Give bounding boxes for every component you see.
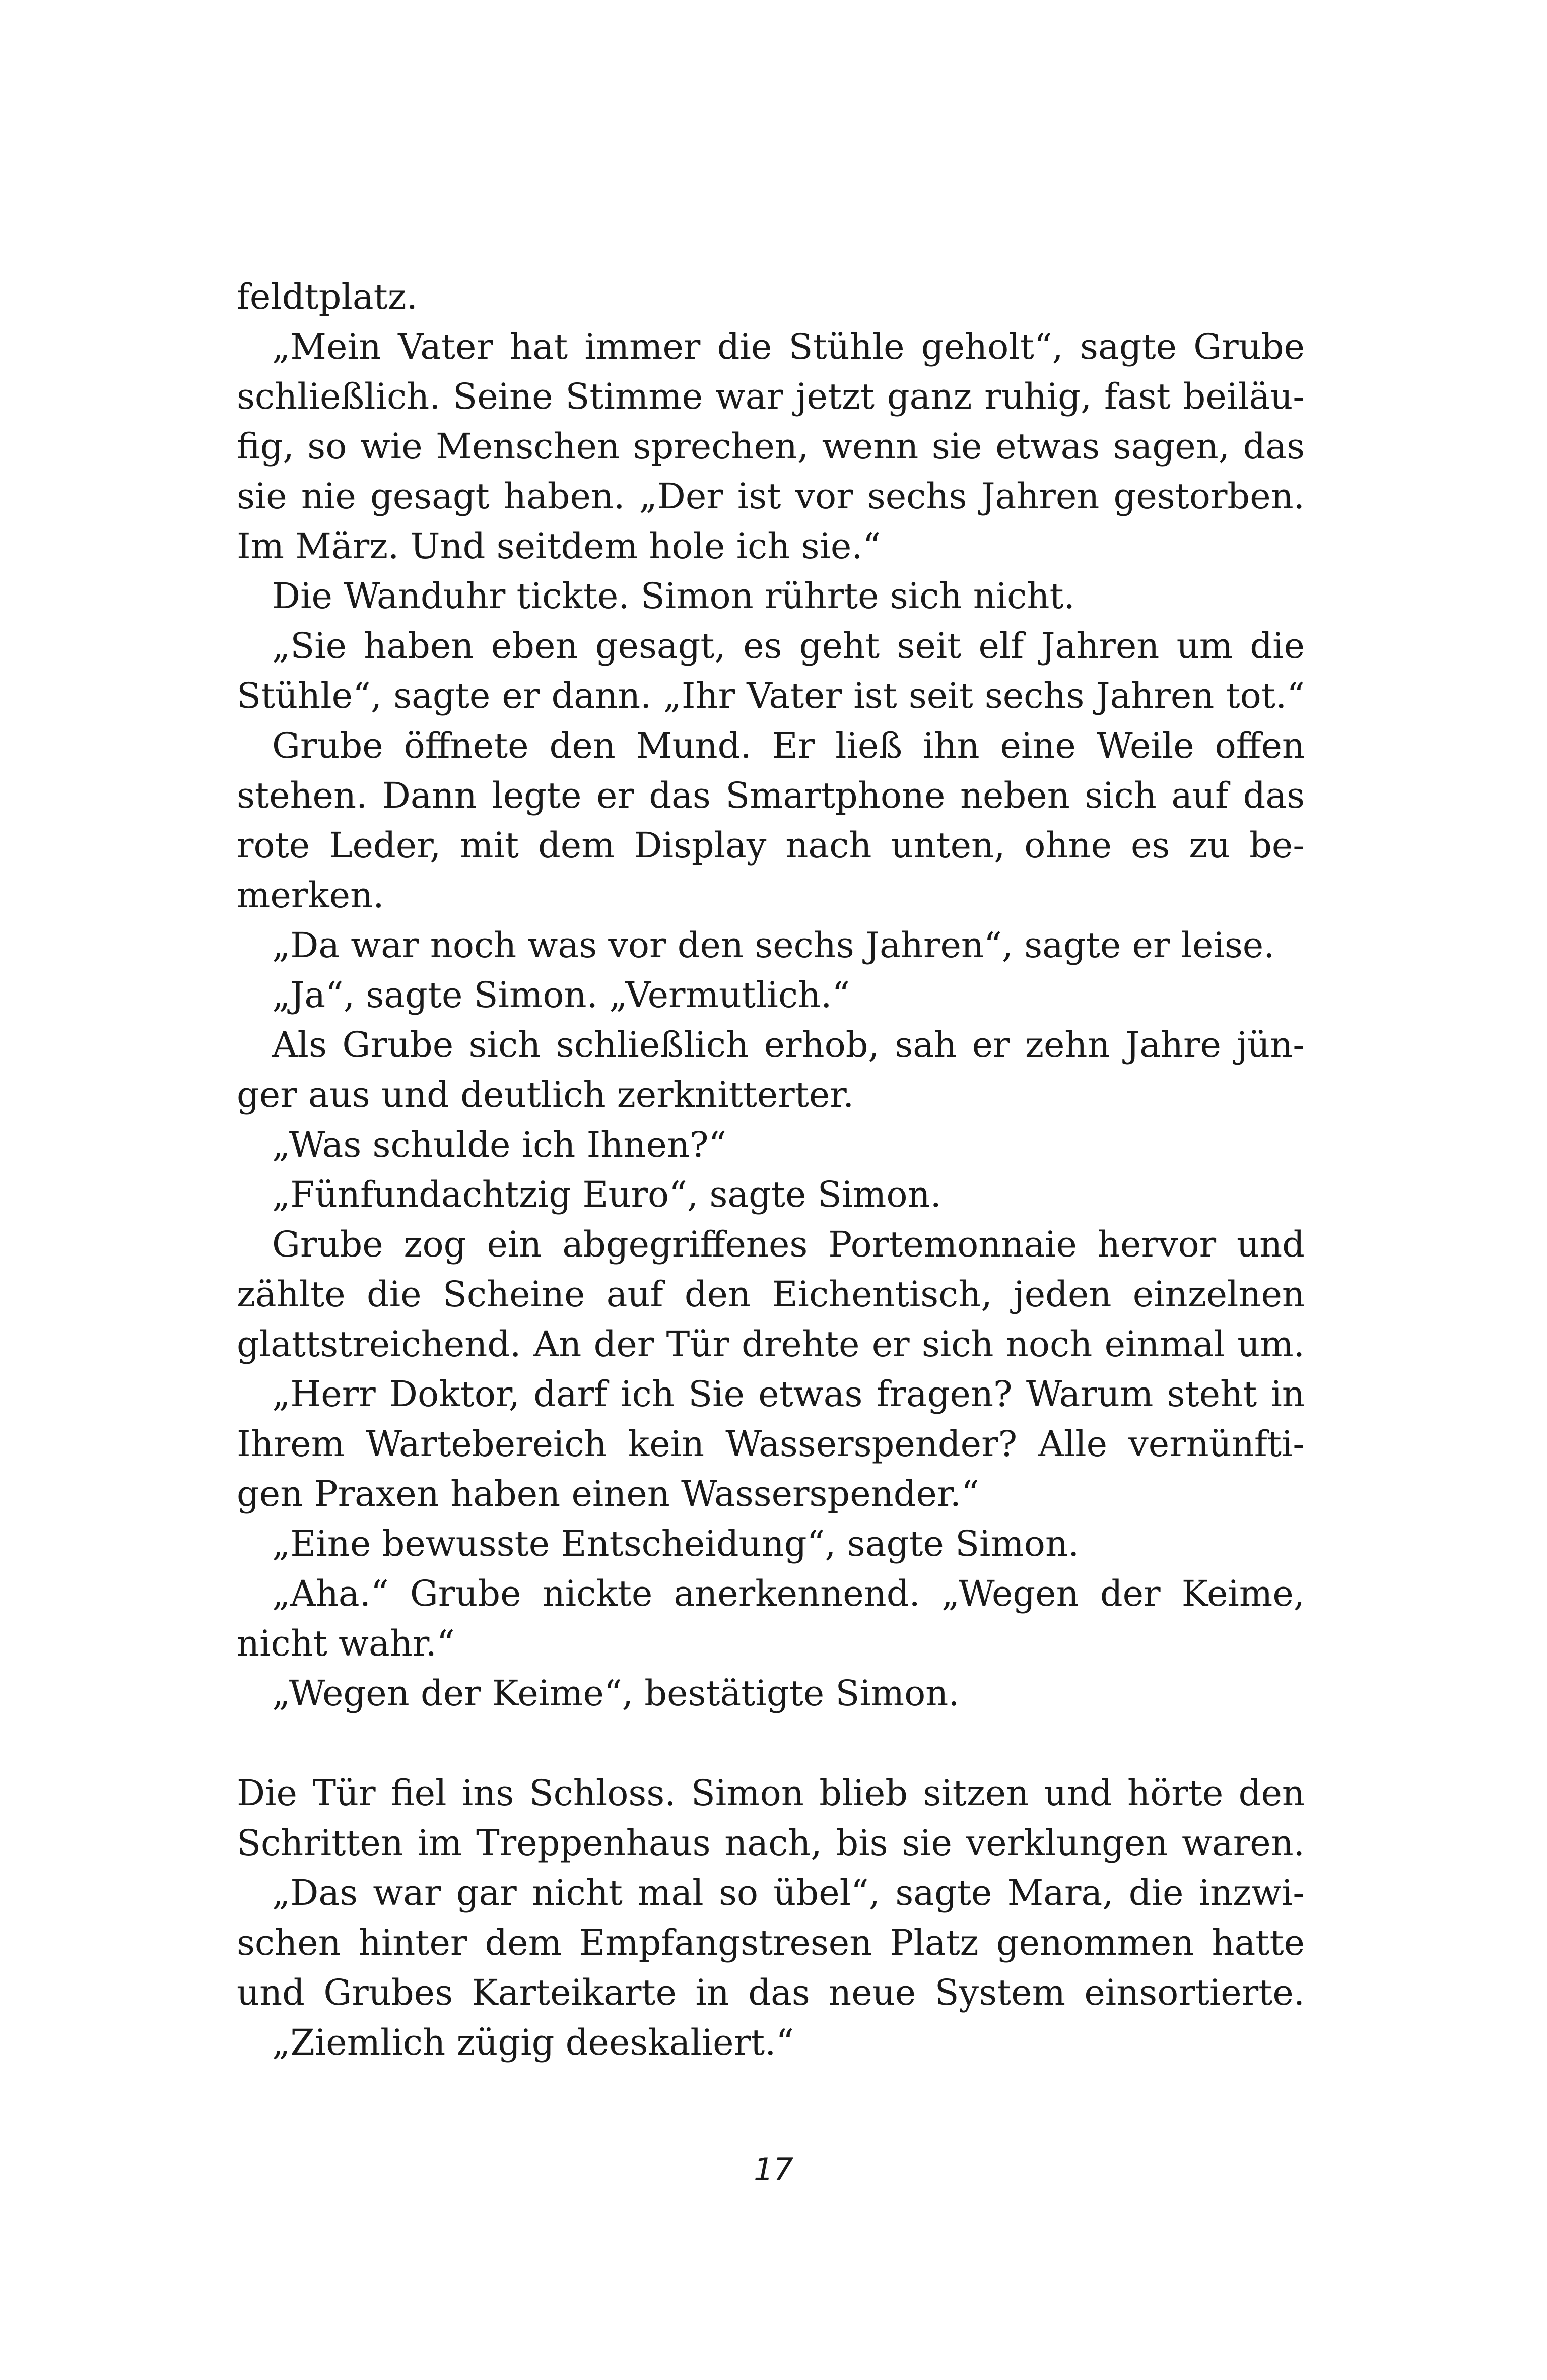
- text-line: „Fünfundachtzig Euro“, sagte Simon.: [272, 1174, 941, 1215]
- text-line: und Grubes Karteikarte in das neue System einsortierte.: [237, 1972, 1305, 2013]
- text-line: feldtplatz.: [237, 276, 418, 317]
- page-number: 17: [754, 2151, 793, 2188]
- text-line: „Ja“, sagte Simon. „Vermutlich.“: [272, 974, 850, 1016]
- text-line: „Ziemlich zügig deeskaliert.“: [272, 2022, 794, 2063]
- text-line: Die Wanduhr tickte. Simon rührte sich nicht.: [272, 575, 1075, 617]
- text-line: schen hinter dem Empfangstresen Platz genommen hatte: [237, 1922, 1305, 1963]
- text-line: fig, so wie Menschen sprechen, wenn sie etwas sagen, das: [237, 426, 1305, 467]
- text-line: „Aha.“ Grube nickte anerkennend. „Wegen der Keime,: [272, 1573, 1305, 1614]
- text-line: schließlich. Seine Stimme war jetzt ganz ruhig, fast beiläu-: [237, 376, 1305, 417]
- text-line: Stühle“, sagte er dann. „Ihr Vater ist seit sechs Jahren tot.“: [237, 675, 1305, 716]
- text-line: Grube öffnete den Mund. Er ließ ihn eine Weile offen: [272, 725, 1305, 766]
- text-line: nicht wahr.“: [237, 1623, 455, 1664]
- text-line: merken.: [237, 875, 384, 916]
- text-line: rote Leder, mit dem Display nach unten, ohne es zu be-: [237, 825, 1305, 866]
- text-line: ger aus und deutlich zerknitterter.: [237, 1074, 854, 1115]
- body-text: [237, 272, 1305, 2068]
- blank-line: [237, 1718, 1305, 1768]
- text-line: „Da war noch was vor den sechs Jahren“, sagte er leise.: [272, 924, 1275, 966]
- text-line: Im März. Und seitdem hole ich sie.“: [237, 525, 881, 567]
- text-line: Die Tür fiel ins Schloss. Simon blieb sitzen und hörte den: [237, 1772, 1305, 1814]
- text-line: Grube zog ein abgegriffenes Portemonnaie hervor und: [272, 1224, 1305, 1265]
- text-line: glattstreichend. An der Tür drehte er sich noch einmal um.: [237, 1324, 1305, 1365]
- text-line: „Eine bewusste Entscheidung“, sagte Simon.: [272, 1523, 1080, 1564]
- text-line: sie nie gesagt haben. „Der ist vor sechs Jahren gestorben.: [237, 476, 1305, 517]
- text-line: zählte die Scheine auf den Eichentisch, jeden einzelnen: [237, 1274, 1305, 1315]
- text-line: Schritten im Treppenhaus nach, bis sie verklungen waren.: [237, 1822, 1305, 1864]
- text-line: „Sie haben eben gesagt, es geht seit elf Jahren um die: [272, 625, 1305, 667]
- text-line: Als Grube sich schließlich erhob, sah er zehn Jahre jün-: [272, 1024, 1305, 1066]
- text-line: „Herr Doktor, darf ich Sie etwas fragen? Warum steht in: [272, 1373, 1305, 1415]
- text-line: Ihrem Wartebereich kein Wasserspender? Alle vernünfti-: [237, 1423, 1305, 1465]
- text-line: stehen. Dann legte er das Smartphone neben sich auf das: [237, 775, 1305, 816]
- text-line: gen Praxen haben einen Wasserspender.“: [237, 1473, 979, 1514]
- text-line: „Wegen der Keime“, bestätigte Simon.: [272, 1673, 960, 1714]
- text-line: „Was schulde ich Ihnen?“: [272, 1124, 727, 1165]
- text-line: „Mein Vater hat immer die Stühle geholt“, sagte Grube: [272, 326, 1305, 367]
- text-line: „Das war gar nicht mal so übel“, sagte Mara, die inzwi-: [272, 1872, 1305, 1913]
